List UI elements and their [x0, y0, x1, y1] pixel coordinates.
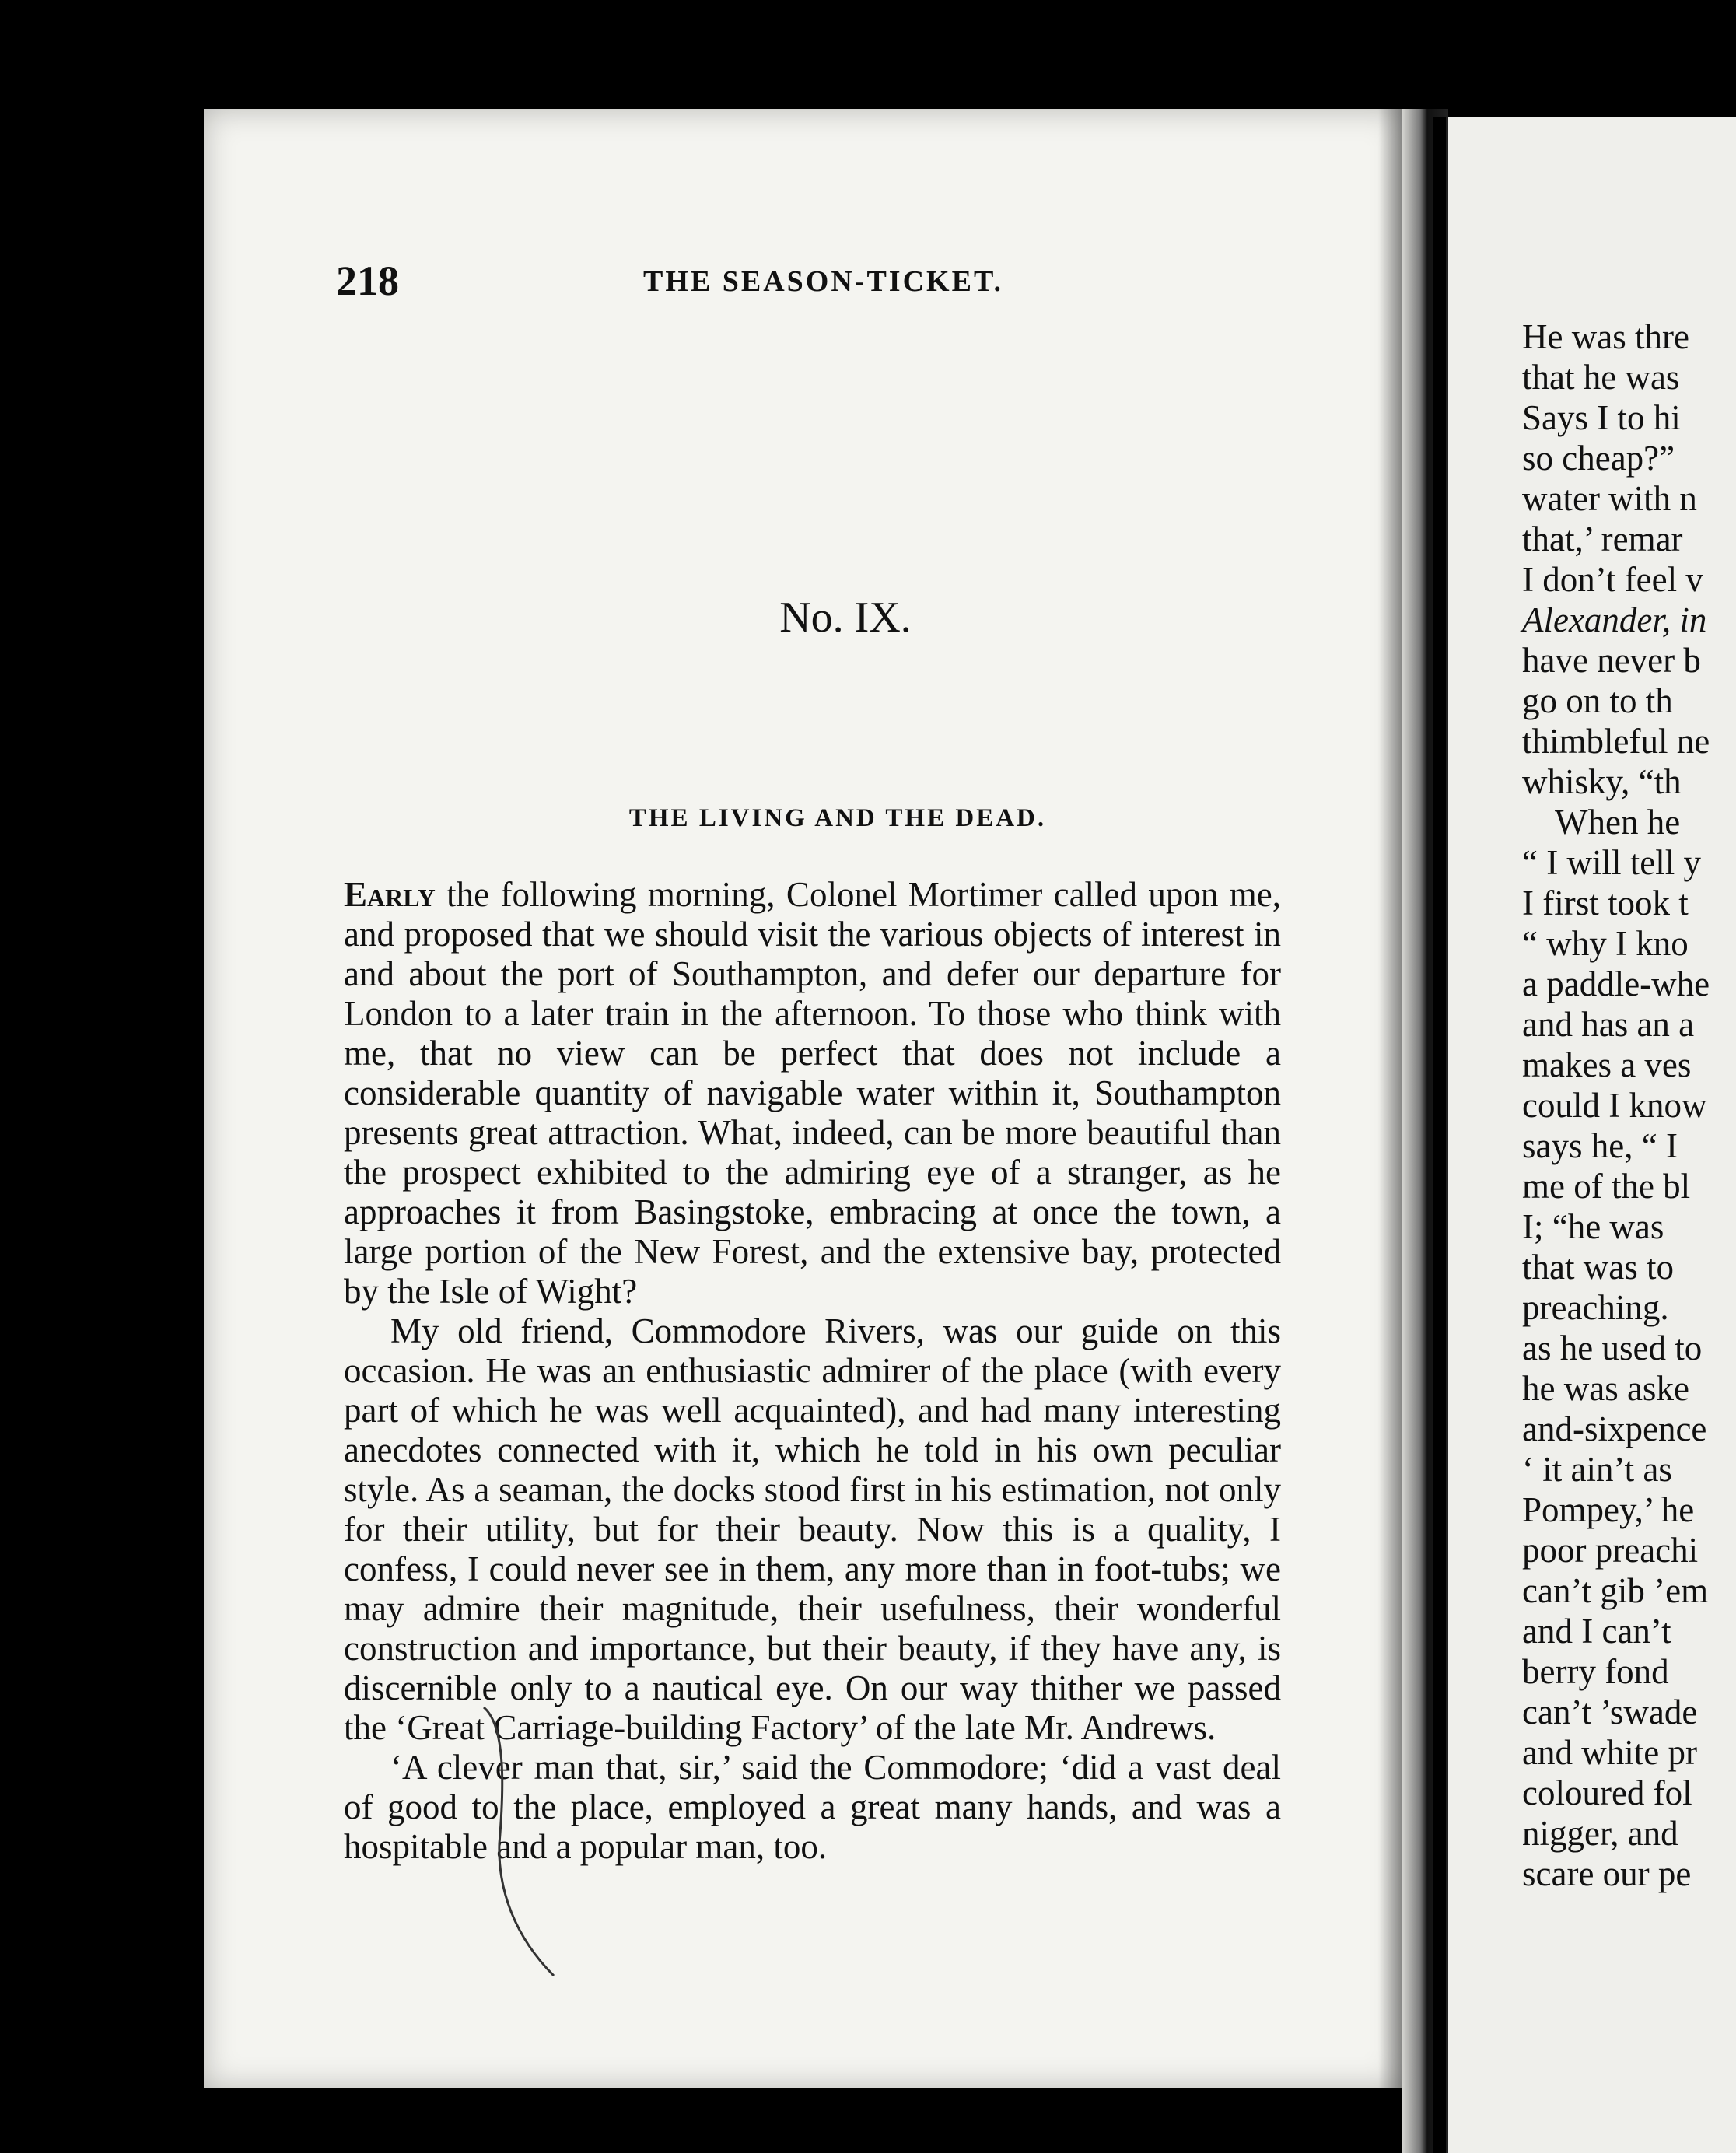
right-page-line: thimbleful ne — [1522, 722, 1710, 761]
right-page-line: water with n — [1522, 479, 1697, 518]
right-page-line: poor preachi — [1522, 1531, 1699, 1570]
right-page-line: and has an a — [1522, 1005, 1695, 1044]
right-page-line: ‘ it ain’t as — [1522, 1450, 1672, 1489]
right-page-line: me of the bl — [1522, 1167, 1691, 1206]
right-page-line: When he — [1555, 803, 1681, 842]
right-page-line: that,’ remar — [1522, 520, 1683, 558]
right-page-line: and I can’t — [1522, 1612, 1671, 1651]
page-number: 218 — [336, 257, 399, 304]
left-page — [204, 109, 1402, 2088]
right-page-line: Alexander, in — [1522, 600, 1707, 639]
right-page-line: that he was — [1522, 358, 1680, 397]
right-page-line: I; “he was — [1522, 1207, 1664, 1246]
right-page-line: “ why I kno — [1522, 924, 1689, 963]
binding-line — [1433, 117, 1446, 2153]
right-page-line: nigger, and — [1522, 1814, 1678, 1853]
running-head — [204, 257, 1402, 303]
right-page-line: he was aske — [1522, 1369, 1689, 1408]
right-page-line: preaching. — [1522, 1288, 1669, 1327]
drop-lead-word: Early — [344, 875, 436, 914]
right-page-line: coloured fol — [1522, 1773, 1692, 1812]
running-title: THE SEASON-TICKET. — [643, 265, 1003, 298]
right-page-line: Says I to hi — [1522, 398, 1681, 437]
right-page-line: Pompey,’ he — [1522, 1490, 1695, 1529]
paragraph-2: My old friend, Commodore Rivers, was our guide on this occasion. He was an enthusiastic admirer of the place (with every part of which he was well acquainted), and had many interesting anecdotes connected with it, which he told in his own peculiar style. As a seaman, the docks stood first in his estimation, not only for their utility, but for their beauty. Now this is a quality, I confess, I could never see in them, any more than in foot-tubs; we may admire their magnitude, their usefulness, their wonderful construction and importance, but their beauty, if they have any, is discernible only to a nautical eye. On our way thither we passed the ‘Great Carriage-building Factory’ of the late Mr. Andrews. — [344, 1311, 1281, 1747]
right-page-line: “ I will tell y — [1522, 843, 1701, 882]
right-page-line: I don’t feel v — [1522, 560, 1703, 599]
right-page-line: and white pr — [1522, 1733, 1697, 1772]
right-page-line: a paddle-whe — [1522, 964, 1710, 1003]
right-page — [1448, 117, 1736, 2153]
chapter-number: No. IX. — [779, 593, 912, 642]
pencil-mark-icon — [476, 1703, 569, 1983]
right-page-line: scare our pe — [1522, 1854, 1692, 1893]
right-page-line: can’t gib ’em — [1522, 1571, 1709, 1610]
right-page-line: have never b — [1522, 641, 1701, 680]
paragraph-3: ‘A clever man that, sir,’ said the Commodore; ‘did a vast deal of good to the place, employed a great many hands, and was a hospitable and a popular man, too. — [344, 1748, 1281, 1866]
right-page-line: He was thre — [1522, 317, 1689, 356]
paragraph-text: the following morning, Colonel Mortimer called upon me, and proposed that we should visit the various objects of interest in and about the port of Southampton, and defer our departure for London to a later train in the afternoon. To those who think with me, that no view can be perfect that does not include a considerable quantity of navigable water within it, Southampton presents great attraction. What, indeed, can be more beautiful than the prospect exhibited to the admiring eye of a stranger, as he approaches it from Basingstoke, embracing at once the town, a large portion of the New Forest, and the extensive bay, protected by the Isle of Wight? — [344, 875, 1281, 1311]
paragraph-1 — [344, 875, 1281, 1311]
page-edge-shadow — [1378, 109, 1402, 2088]
right-page-line: that was to — [1522, 1248, 1674, 1287]
right-page-line: makes a ves — [1522, 1045, 1692, 1084]
right-page-text — [1522, 317, 1710, 1894]
right-page-line: go on to th — [1522, 681, 1673, 720]
right-page-line: could I know — [1522, 1086, 1707, 1125]
right-page-line: so cheap?” — [1522, 439, 1675, 478]
right-page-line: whisky, “th — [1522, 762, 1682, 801]
right-page-line: can’t ’swade — [1522, 1693, 1698, 1731]
right-page-line: and-sixpence — [1522, 1409, 1707, 1448]
right-page-line: berry fond — [1522, 1652, 1669, 1691]
chapter-title: THE LIVING AND THE DEAD. — [628, 804, 1047, 832]
right-page-line: as he used to — [1522, 1329, 1703, 1367]
right-page-line: I first took t — [1522, 884, 1689, 922]
right-page-line: says he, “ I — [1522, 1126, 1678, 1165]
